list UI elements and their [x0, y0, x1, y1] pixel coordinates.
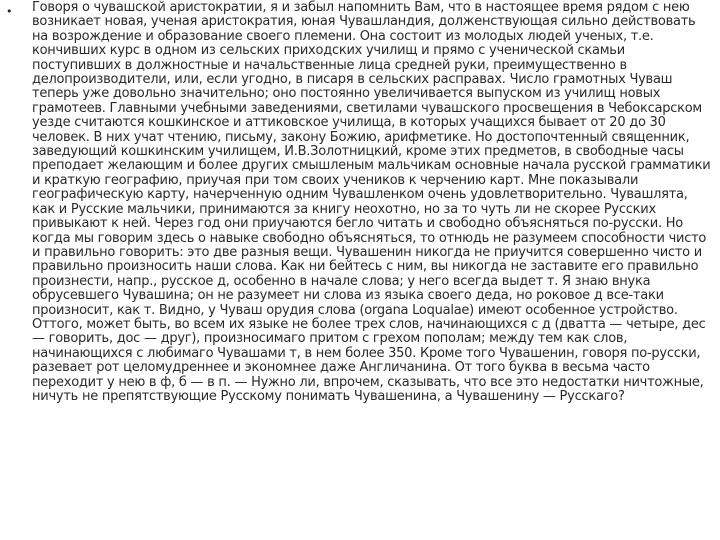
body-paragraph: Говоря о чувашской аристократии, я и забыл напомнить Вам, что в настоящее время рядом с нею возникает новая, ученая аристократия, юная Чувашландия, долженствующая сильно действовать на возрождение и образование своего племени. Она состоит из молодых людей ученых, т.е. кончивших курс в одном из сельских приходских училищ и прямо с ученической скамьи поступивших в должностные и начальственные лица средней руки, преимущественно в делопроизводители, или, если угодно, в писаря в сельских расправах. Число грамотных Чуваш теперь уже довольно значительно; оно постоянно увеличивается выпуском из училищ новых грамотеев. Главными учебными заведениями, светилами чувашского просвещения в Чебоксарском уезде считаются кошкинское и аттиковское училища, в которых учащихся бывает от 20 до 30 человек. В них учат чтению, письму, закону Божию, арифметике. Но достопочтенный священник, заведующий кошкинским училищем, И.В.Золотницкий, кроме этих предметов, в свободные часы преподает желающим и более других смышленым мальчикам основные начала русской грамматики и краткую географию, приучая при том своих учеников к черчению карт. Мне показывали географическую карту, начерченную одним Чувашленком очень удовлетворительно. Чувашлята, как и Русские мальчики, принимаются за книгу неохотно, но за то чуть ли не скорее Русских привыкают к ней. Через год они приучаются бегло читать и свободно объясняться по-русски. Но когда мы говорим здесь о навыке свободно объясняться, то отнюдь не разумеем способности чисто и правильно говорить: это две разныя вещи. Чувашенин никогда не приучится совершенно чисто и правильно произносить наши слова. Как ни бейтесь с ним, вы никогда не заставите его правильно произнести, напр., русское д, особенно в начале слова; у него всегда выдет т. Я знаю внука обрусевшего Чувашина; он не разумеет ни слова из языка своего деда, но роковое д все-таки произносит, как т. Видно, у Чуваш орудия слова (organa Loqualae) имеют особенное устройство. Оттого, может быть, во всем их языке не более трех слов, начинающихся с д (дватта — четыре, дес — говорить, дос — друг), произносимаго притом с грехом пополам; между тем как слов, начинающихся с любимаго Чувашами т, в нем более 350. Кроме того Чувашенин, говоря по-русски, разевает рот целомудреннее и экономнее даже Англичанина. От того буква в весьма часто переходит у нею в ф, б — в п. — Нужно ли, впрочем, сказывать, что все это недостатки ничтожные, ничуть не препятствующие Русскому понимать Чувашенина, а Чувашенину — Русскаго? [32, 0, 711, 404]
bullet-marker: • [6, 5, 13, 18]
